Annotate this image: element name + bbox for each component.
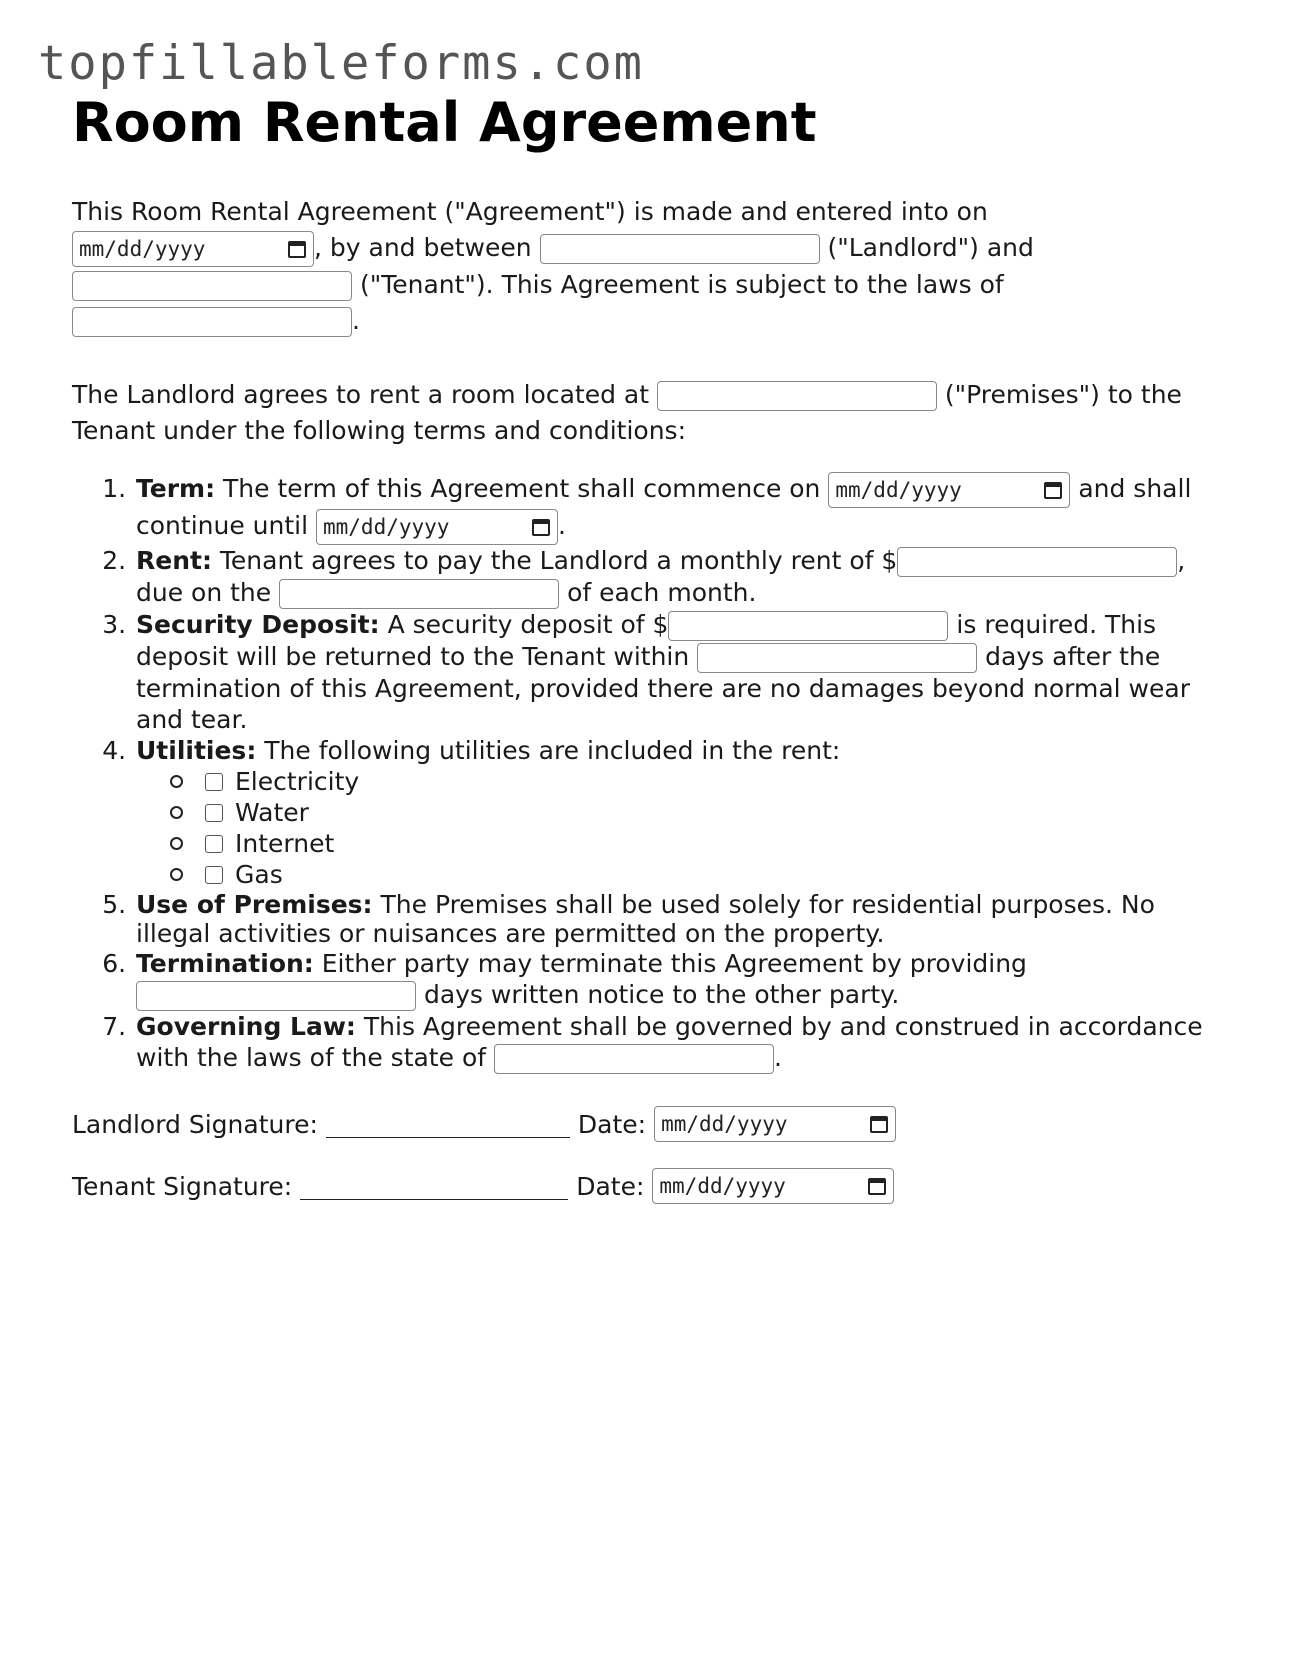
internet-checkbox[interactable] [205, 835, 223, 853]
water-checkbox[interactable] [205, 804, 223, 822]
rent-amount-input[interactable] [897, 547, 1177, 577]
law-item [134, 1011, 1222, 1074]
bullet-icon [170, 806, 183, 819]
rent-label: Rent: [136, 546, 212, 575]
term-text-2: and shall continue until [136, 474, 1192, 540]
intro-text-3: ("Landlord") and [827, 233, 1034, 262]
rent-item [134, 545, 1222, 609]
deposit-label: Security Deposit: [136, 610, 380, 639]
law-text-1: This Agreement shall be governed by and construed in accordance with the laws of the state of [136, 1012, 1203, 1072]
gas-checkbox[interactable] [205, 866, 223, 884]
deposit-text-3: days after the termination of this Agreement, provided there are no damages beyond normal wear and tear. [136, 642, 1190, 734]
utilities-label: Utilities: [136, 736, 257, 765]
term-item [134, 471, 1222, 545]
deposit-text-1: A security deposit of $ [387, 610, 669, 639]
landlord-signature-label: Landlord Signature: [72, 1109, 318, 1139]
date-placeholder: mm/dd/yyyy [661, 1111, 788, 1136]
jurisdiction-input[interactable] [72, 307, 352, 337]
watermark: topfillableforms.com [38, 36, 644, 91]
tenant-signature-label: Tenant Signature: [72, 1171, 293, 1201]
deposit-amount-input[interactable] [668, 611, 948, 641]
landlord-name-input[interactable] [540, 234, 820, 264]
landlord-date-input[interactable] [654, 1106, 896, 1142]
rent-text-1: Tenant agrees to pay the Landlord a monthly rent of $ [219, 546, 898, 575]
bullet-icon [170, 837, 183, 850]
intro-text-5: . [352, 306, 360, 335]
landlord-signature-line[interactable] [326, 1111, 570, 1138]
utilities-text: The following utilities are included in the rent: [264, 736, 841, 765]
utility-option [170, 766, 1222, 797]
tenant-name-input[interactable] [72, 271, 352, 301]
tenant-date-input[interactable] [652, 1168, 894, 1204]
term-label: Term: [136, 474, 216, 503]
termination-text-1: Either party may terminate this Agreement by providing [321, 949, 1027, 978]
deposit-return-days-input[interactable] [697, 643, 977, 673]
premises-text-2: ("Premises") to the Tenant under the following terms and conditions: [72, 380, 1182, 445]
law-text-2: . [774, 1043, 782, 1072]
date-label: Date: [576, 1171, 645, 1201]
agreement-date-input[interactable] [72, 231, 314, 267]
utilities-item [134, 735, 1222, 890]
date-placeholder: mm/dd/yyyy [659, 1173, 786, 1198]
utility-label: Water [235, 798, 309, 827]
date-label: Date: [577, 1109, 647, 1139]
intro-text-1: This Room Rental Agreement ("Agreement") is made and entered into on [72, 197, 988, 226]
calendar-icon[interactable] [869, 1114, 889, 1134]
governing-state-input[interactable] [494, 1044, 774, 1074]
term-text-3: . [558, 511, 566, 540]
use-item [134, 890, 1222, 948]
termination-text-2: days written notice to the other party. [423, 980, 900, 1009]
bullet-icon [170, 775, 183, 788]
rent-due-day-input[interactable] [279, 579, 559, 609]
start-date-input[interactable] [828, 472, 1070, 508]
calendar-icon[interactable] [287, 239, 307, 259]
end-date-input[interactable] [316, 509, 558, 545]
deposit-item [134, 609, 1222, 735]
landlord-signature-row [72, 1104, 1222, 1144]
use-text: The Premises shall be used solely for residential purposes. No illegal activities or nuisances are permitted on the property. [136, 890, 1155, 948]
bullet-icon [170, 868, 183, 881]
intro-text-4: ("Tenant"). This Agreement is subject to the laws of [359, 270, 1004, 299]
page-title: Room Rental Agreement [72, 91, 817, 154]
terms-list [72, 471, 1222, 1074]
premises-text-1: The Landlord agrees to rent a room located at [72, 380, 650, 409]
utility-option [170, 797, 1222, 828]
electricity-checkbox[interactable] [205, 773, 223, 791]
intro-text-2: , by and between [314, 233, 532, 262]
date-placeholder: mm/dd/yyyy [79, 237, 206, 261]
form-page [72, 88, 1222, 1206]
rent-text-3: of each month. [567, 578, 757, 607]
deposit-text-2: is required. This deposit will be returned to the Tenant within [136, 610, 1157, 671]
termination-item [134, 948, 1222, 1011]
rent-text-2: , due on the [136, 546, 1186, 607]
premises-paragraph [72, 377, 1222, 449]
utility-label: Gas [235, 860, 283, 889]
date-placeholder: mm/dd/yyyy [323, 515, 450, 539]
calendar-icon[interactable] [1043, 480, 1063, 500]
calendar-icon[interactable] [531, 517, 551, 537]
tenant-signature-line[interactable] [300, 1173, 568, 1200]
utilities-list [136, 766, 1222, 890]
utility-label: Internet [235, 829, 335, 858]
utility-option [170, 859, 1222, 890]
notice-days-input[interactable] [136, 981, 416, 1011]
date-placeholder: mm/dd/yyyy [835, 478, 962, 502]
use-label: Use of Premises: [136, 890, 373, 919]
tenant-signature-row [72, 1166, 1222, 1206]
law-label: Governing Law: [136, 1012, 356, 1041]
utility-option [170, 828, 1222, 859]
term-text-1: The term of this Agreement shall commence on [223, 474, 821, 503]
intro-paragraph [72, 194, 1222, 339]
premises-address-input[interactable] [657, 381, 937, 411]
utility-label: Electricity [235, 767, 360, 796]
termination-label: Termination: [136, 949, 314, 978]
calendar-icon[interactable] [867, 1176, 887, 1196]
